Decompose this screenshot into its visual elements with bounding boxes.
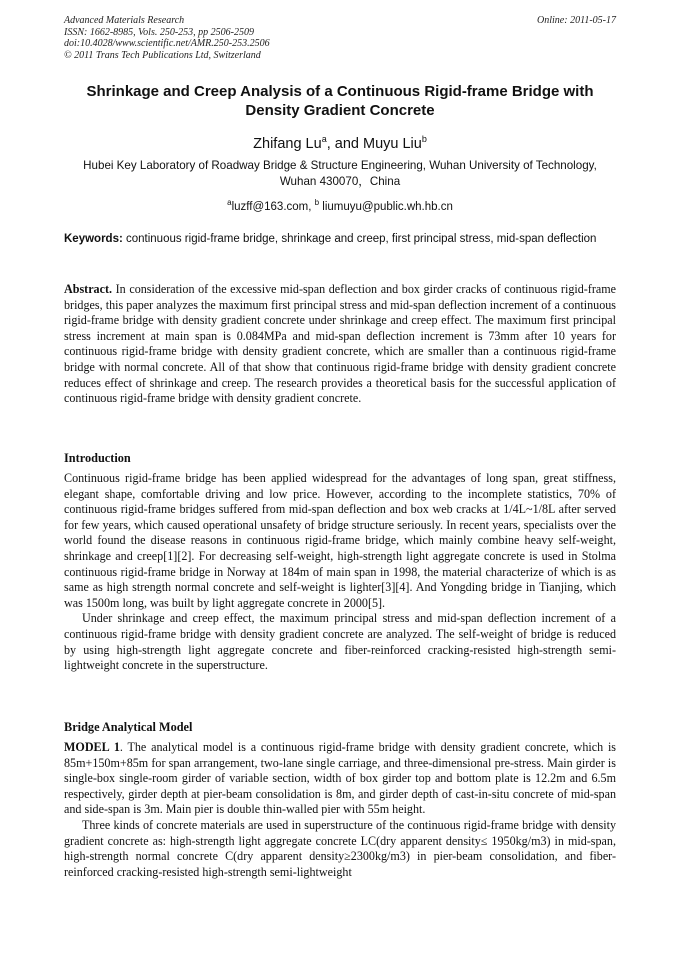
email-a: luzff@163.com,	[231, 200, 315, 213]
author-2-name: Muyu Liu	[362, 135, 422, 152]
model-body	[64, 740, 616, 880]
introduction-heading: Introduction	[64, 451, 131, 465]
copyright-line: © 2011 Trans Tech Publications Ltd, Switzerland	[64, 49, 261, 61]
abstract-block	[64, 282, 616, 407]
author-1-sup: a	[321, 134, 327, 144]
abstract-label: Abstract.	[64, 282, 113, 296]
journal-name: Advanced Materials Research	[64, 15, 185, 26]
paper-title: Shrinkage and Creep Analysis of a Continuous Rigid-frame Bridge with Density Gradient Concrete	[86, 83, 594, 119]
keywords-text: continuous rigid-frame bridge, shrinkage and creep, first principal stress, mid-span deflection	[122, 233, 597, 245]
author-separator: , and	[326, 135, 363, 152]
intro-paragraph-2: Under shrinkage and creep effect, the maximum principal stress and mid-span deflection increment of a continuous rigid-frame bridge with density gradient concrete are analyzed. The self-weight of bridge is reduced by using high-strength light aggregate concrete and fiber-reinforced cracking-resisted high-strength semi-lightweight concrete in the superstructure.	[64, 611, 616, 673]
model-paragraph-1	[64, 740, 616, 818]
keywords-block	[64, 232, 616, 247]
journal-header	[64, 15, 616, 61]
intro-paragraph-1: Continuous rigid-frame bridge has been applied widespread for the advantages of long span, great stiffness, elegant shape, comfortable driving and low price. However, according to the incomplete statistics, 70% of continuous rigid-frame bridges suffered from mid-span deflection and box web cracks at 1/4L~1/8L after served for few years, which caused operational unsafety of bridge structure seriously. In recent years, specialists over the world found the disease reasons in continuous rigid-frame bridge, which mainly combine heavy self-weight, shrinkage and creep[1][2]. For decreasing self-weight, high-strength light aggregate concrete is used in Stolma continuous rigid-frame bridge in Norway at 184m of main span in 1998, the material characterize of which is as same as high strength normal concrete and self-weight is lighter[3][4]. And Yongding bridge in Tianjing, which was 1500m long, was built by light aggregate concrete in 2000[5].	[64, 471, 616, 610]
model-lead: MODEL 1	[64, 740, 120, 754]
email-a-sup: a	[227, 198, 232, 207]
model-paragraph-2: Three kinds of concrete materials are used in superstructure of the continuous rigid-frame bridge with density gradient concrete as: high-strength light aggregate concrete LC(dry apparent density≤ 1950kg/m3) in mid-span, high-strength normal concrete C(dry apparent density≥2300kg/m3) in pier-beam consolidation, and fiber-reinforced cracking-resisted high-strength semi-lightweight	[64, 817, 616, 879]
author-2-sup: b	[421, 134, 427, 144]
email-b-sup: b	[314, 198, 320, 207]
author-1-name: Zhifang Lu	[253, 135, 322, 152]
keywords-label: Keywords:	[64, 233, 123, 245]
model-heading: Bridge Analytical Model	[64, 720, 193, 734]
online-date: Online: 2011-05-17	[537, 15, 616, 26]
issn-line: ISSN: 1662-8985, Vols. 250-253, pp 2506-2509	[64, 26, 254, 38]
doi-line: doi:10.4028/www.scientific.net/AMR.250-253.2506	[64, 38, 270, 49]
abstract-text: In consideration of the excessive mid-span deflection and box girder cracks of continuous rigid-frame bridges, this paper analyzes the maximum first principal stress and mid-span deflection increment of a continuous rigid-frame bridge with density gradient concrete under shrinkage and creep effect. The maximum first principal stress increment at main span is 0.084MPa and mid-span deflection increment is 73mm after 10 years for continuous rigid-frame bridge with density gradient concrete, which are smaller than a continuous rigid-frame bridge with normal concrete. All of that show that continuous rigid-frame bridge with density gradient concrete reduces effect of shrinkage and creep. The research provides a theoretical basis for the successful application of continuous rigid-frame bridge with density gradient concrete.	[64, 282, 616, 406]
email-line	[64, 195, 616, 215]
author-line	[64, 130, 616, 153]
introduction-body	[64, 471, 616, 674]
model-paragraph-1-text: . The analytical model is a continuous rigid-frame bridge with density gradient concrete, which is 85m+150m+85m for span arrangement, two-lane single carriage, and three-dimensional pre-stress. Main girder is single-box single-room girder of variable section, width of box girder top and bottom plate is 12.2m and 6.5m respectively, girder depth at pier-beam consolidation is 8m, and girder depth of cast-in-situ concrete of mid-span and side-span is 3m. Main pier is double thin-walled pier with 55m height.	[64, 740, 617, 817]
affiliation: Hubei Key Laboratory of Roadway Bridge & Structure Engineering, Wuhan University of Technology, Wuhan 430070，China	[83, 159, 597, 188]
email-b: liumuyu@public.wh.hb.cn	[319, 200, 453, 213]
